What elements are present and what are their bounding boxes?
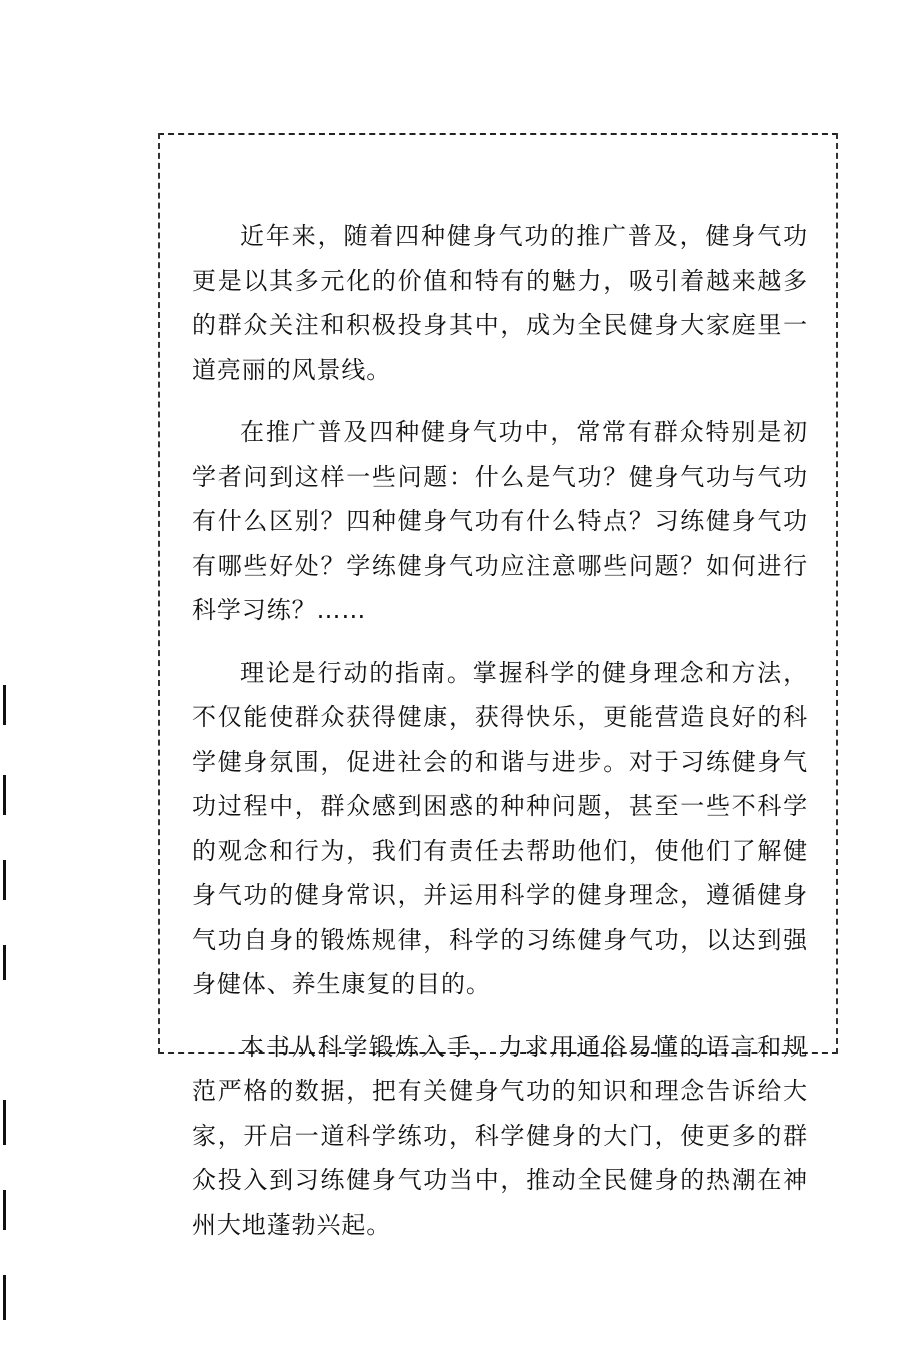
scan-edge-mark (3, 1100, 6, 1145)
preface-paragraph-2: 在推广普及四种健身气功中，常常有群众特别是初学者问到这样一些问题：什么是气功？健身气功与气功有什么区别？四种健身气功有什么特点？习练健身气功有哪些好处？学练健身气功应注意哪些问题？如何进行科学习练？…… (192, 418, 808, 624)
preface-paragraph-4: 本书从科学锻炼入手，力求用通俗易懂的语言和规范严格的数据，把有关健身气功的知识和理念告诉给大家，开启一道科学练功，科学健身的大门，使更多的群众投入到习练健身气功当中，推动全民健身的热潮在神州大地蓬勃兴起。 (192, 1032, 808, 1239)
preface-paragraph-3: 理论是行动的指南。掌握科学的健身理念和方法，不仅能使群众获得健康，获得快乐，更能营造良好的科学健身氛围，促进社会的和谐与进步。对于习练健身气功过程中，群众感到困惑的种种问题，甚至一些不科学的观念和行为，我们有责任去帮助他们，使他们了解健身气功的健身常识，并运用科学的健身理念，遵循健身气功自身的锻炼规律，科学的习练健身气功，以达到强身健体、养生康复的目的。 (192, 658, 808, 998)
border-right-dashed-line (836, 133, 838, 1054)
preface-body (192, 214, 808, 1265)
preface-paragraph-1: 近年来，随着四种健身气功的推广普及，健身气功更是以其多元化的价值和特有的魅力，吸引着越来越多的群众关注和积极投身其中，成为全民健身大家庭里一道亮丽的风景线。 (192, 222, 808, 384)
border-left-dashed-line (158, 133, 160, 1054)
scan-edge-mark (3, 860, 6, 900)
scan-edge-mark (3, 775, 6, 815)
scan-edge-mark (3, 1190, 6, 1230)
scan-edge-mark (3, 685, 6, 725)
scan-edge-mark (3, 1275, 6, 1320)
scan-edge-mark (3, 945, 6, 980)
border-top-dashed-line (158, 133, 838, 135)
